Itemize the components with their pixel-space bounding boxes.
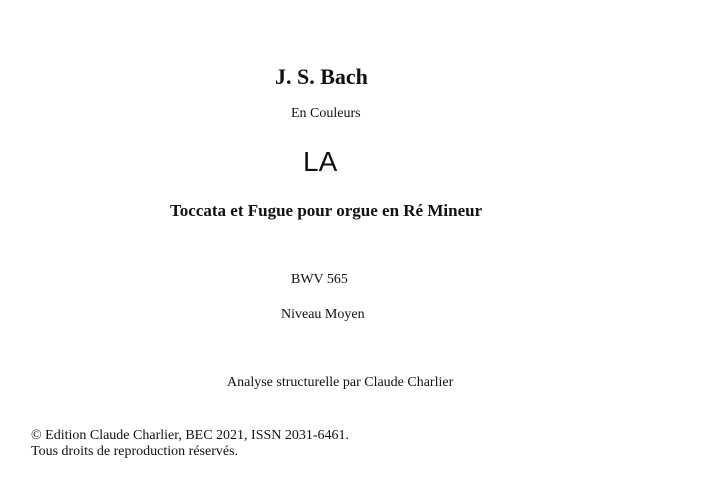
- rights-notice: Tous droits de reproduction réservés.: [31, 444, 239, 459]
- analysis-credit: Analyse structurelle par Claude Charlier: [227, 375, 454, 390]
- difficulty-level: Niveau Moyen: [281, 307, 365, 322]
- copyright-notice: © Edition Claude Charlier, BEC 2021, ISSN 2031-6461.: [31, 428, 350, 443]
- key-label: LA: [303, 146, 338, 177]
- work-title: Toccata et Fugue pour orgue en Ré Mineur: [170, 201, 483, 220]
- catalog-number: BWV 565: [291, 272, 348, 287]
- composer-name: J. S. Bach: [275, 64, 368, 89]
- subtitle: En Couleurs: [291, 106, 361, 121]
